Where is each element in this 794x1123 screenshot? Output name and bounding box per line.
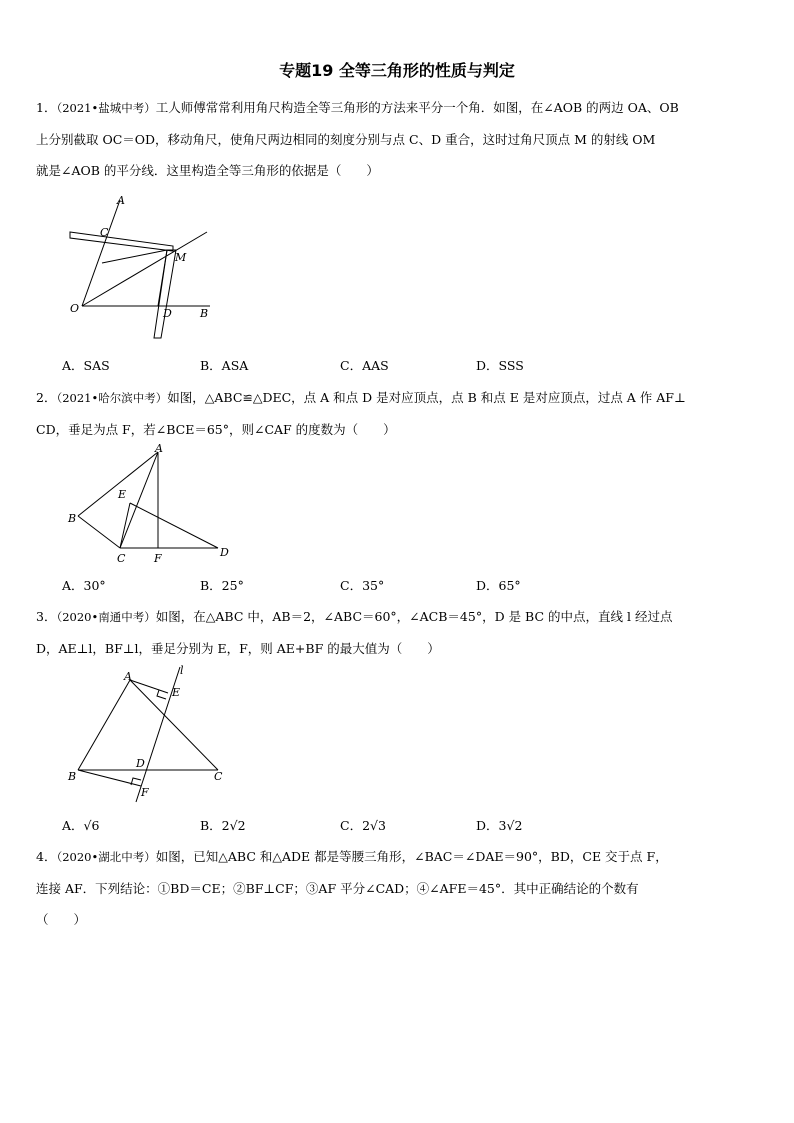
option-b[interactable]: B．2√2	[200, 818, 246, 833]
question-2	[36, 382, 766, 445]
option-b[interactable]: B．ASA	[200, 358, 249, 373]
label-A: A	[117, 194, 125, 207]
question-4-source: （2020•湖北中考）	[56, 850, 156, 864]
label-B: B	[68, 512, 77, 525]
question-3	[36, 601, 766, 664]
label-l: l	[180, 664, 184, 677]
label-B: B	[200, 307, 209, 320]
option-b[interactable]: B．25°	[200, 578, 244, 593]
label-A: A	[155, 442, 163, 455]
option-c[interactable]: C．AAS	[340, 358, 389, 373]
option-d[interactable]: D．3√2	[476, 818, 523, 833]
label-B: B	[68, 770, 77, 783]
option-a[interactable]: A．SAS	[62, 358, 110, 373]
question-2-line-2: CD，垂足为点 F，若∠BCE＝65°，则∠CAF 的度数为（ ）	[36, 422, 396, 437]
label-C: C	[100, 226, 109, 239]
option-c[interactable]: C．35°	[340, 578, 385, 593]
question-1	[36, 92, 766, 186]
figure-q3	[62, 662, 242, 807]
label-F: F	[154, 552, 162, 565]
option-a[interactable]: A．30°	[62, 578, 106, 593]
figure-q1	[60, 190, 220, 340]
question-3-line-2: D，AE⊥l，BF⊥l，垂足分别为 E，F，则 AE+BF 的最大值为（ ）	[36, 641, 440, 656]
question-2-line-1: 2．（2021•哈尔滨中考）如图，△ABC≌△DEC，点 A 和点 D 是对应顶点，点 B 和点 E 是对应顶点，过点 A 作 AF⊥	[36, 390, 686, 405]
page-title: 专题19 全等三角形的性质与判定	[279, 61, 515, 80]
label-D: D	[220, 546, 229, 559]
label-D: D	[136, 757, 145, 770]
question-4-line-3: （ ）	[36, 912, 87, 927]
label-E: E	[172, 686, 181, 699]
question-3-source: （2020•南通中考）	[56, 610, 156, 624]
question-4-line-2: 连接 AF．下列结论：①BD＝CE；②BF⊥CF；③AF 平分∠CAD；④∠AFE＝45°．其中正确结论的个数有	[36, 881, 639, 896]
label-E: E	[118, 488, 127, 501]
question-3-line-1: 3．（2020•南通中考）如图，在△ABC 中，AB＝2，∠ABC＝60°，∠ACB＝45°，D 是 BC 的中点，直线 l 经过点	[36, 609, 673, 624]
label-A: A	[124, 670, 132, 683]
question-2-source: （2021•哈尔滨中考）	[56, 391, 168, 405]
label-M: M	[175, 251, 187, 264]
label-O: O	[70, 302, 80, 315]
option-d[interactable]: D．SSS	[476, 358, 524, 373]
figure-q2	[62, 440, 242, 570]
question-1-source: （2021•盐城中考）	[56, 101, 156, 115]
question-1-line-2: 上分别截取 OC＝OD，移动角尺，使角尺两边相同的刻度分别与点 C、D 重合，这时过角尺顶点 M 的射线 OM	[36, 132, 656, 147]
label-D: D	[163, 307, 172, 320]
question-4	[36, 841, 766, 935]
label-F: F	[141, 786, 149, 799]
question-1-line-1: 1．（2021•盐城中考）工人师傅常常利用角尺构造全等三角形的方法来平分一个角．如图，在∠AOB 的两边 OA、OB	[36, 100, 679, 115]
question-1-line-3: 就是∠AOB 的平分线．这里构造全等三角形的依据是（ ）	[36, 163, 379, 178]
label-C: C	[117, 552, 126, 565]
option-a[interactable]: A．√6	[62, 818, 100, 833]
question-4-line-1: 4．（2020•湖北中考）如图，已知△ABC 和△ADE 都是等腰三角形，∠BAC＝∠DAE＝90°，BD，CE 交于点 F，	[36, 849, 668, 864]
option-c[interactable]: C．2√3	[340, 818, 386, 833]
label-C: C	[214, 770, 223, 783]
option-d[interactable]: D．65°	[476, 578, 521, 593]
